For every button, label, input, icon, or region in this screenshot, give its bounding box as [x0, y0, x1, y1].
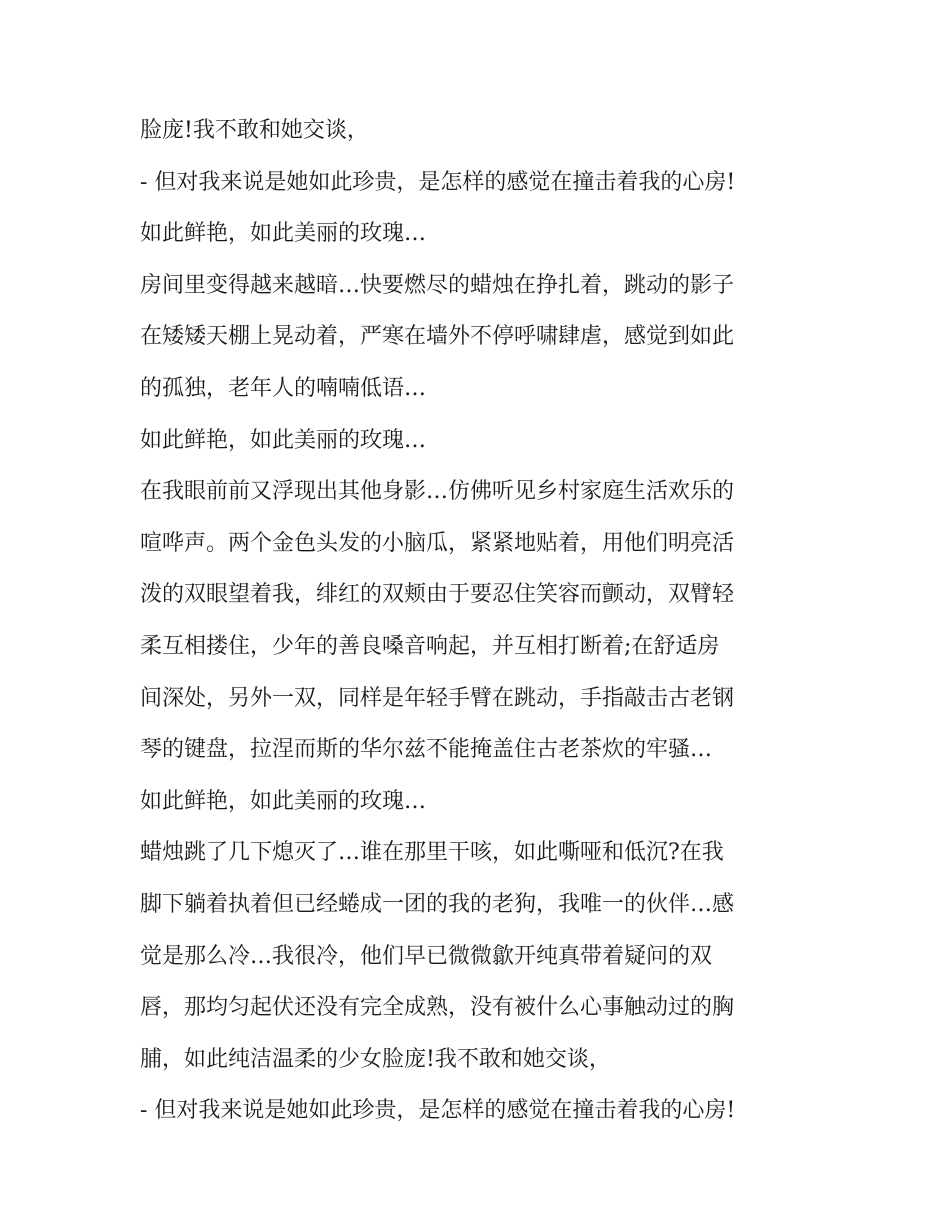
text-line: 的孤独，老年人的喃喃低语…	[140, 375, 427, 401]
text-line: 如此鲜艳，如此美丽的玫瑰…	[140, 221, 427, 247]
text-line: 琴的键盘，拉涅而斯的华尔兹不能掩盖住古老茶炊的牢骚…	[140, 737, 713, 763]
text-line: 喧哗声。两个金色头发的小脑瓜，紧紧地贴着，用他们明亮活	[140, 530, 735, 556]
text-line: - 但对我来说是她如此珍贵，是怎样的感觉在撞击着我的心房!	[140, 1098, 736, 1124]
text-line: 脯，如此纯洁温柔的少女脸庞!我不敢和她交谈，	[140, 1046, 611, 1072]
text-line: 觉是那么冷…我很冷，他们早已微微歙开纯真带着疑问的双	[140, 943, 713, 969]
body-text	[140, 105, 820, 1137]
text-line: - 但对我来说是她如此珍贵，是怎样的感觉在撞击着我的心房!	[140, 169, 736, 195]
text-line: 唇，那均匀起伏还没有完全成熟，没有被什么心事触动过的胸	[140, 995, 735, 1021]
text-line: 蜡烛跳了几下熄灭了…谁在那里干咳，如此嘶哑和低沉?在我	[140, 840, 724, 866]
text-line: 在我眼前前又浮现出其他身影…仿佛听见乡村家庭生活欢乐的	[140, 479, 735, 505]
text-line: 在矮矮天棚上晃动着，严寒在墙外不停呼啸肆虐，感觉到如此	[140, 324, 735, 350]
text-line: 脸庞!我不敢和她交谈，	[140, 118, 369, 143]
text-line: 泼的双眼望着我，绯红的双颊由于要忍住笑容而颤动，双臂轻	[140, 582, 735, 608]
text-line: 如此鲜艳，如此美丽的玫瑰…	[140, 788, 427, 814]
text-line: 脚下躺着执着但已经蜷成一团的我的老狗，我唯一的伙伴…感	[140, 891, 735, 917]
text-line: 房间里变得越来越暗…快要燃尽的蜡烛在挣扎着，跳动的影子	[140, 272, 735, 298]
text-line: 间深处，另外一双，同样是年轻手臂在跳动，手指敲击古老钢	[140, 685, 735, 711]
text-line: 柔互相搂住，少年的善良嗓音响起，并互相打断着;在舒适房	[140, 633, 720, 659]
text-line: 如此鲜艳，如此美丽的玫瑰…	[140, 427, 427, 453]
